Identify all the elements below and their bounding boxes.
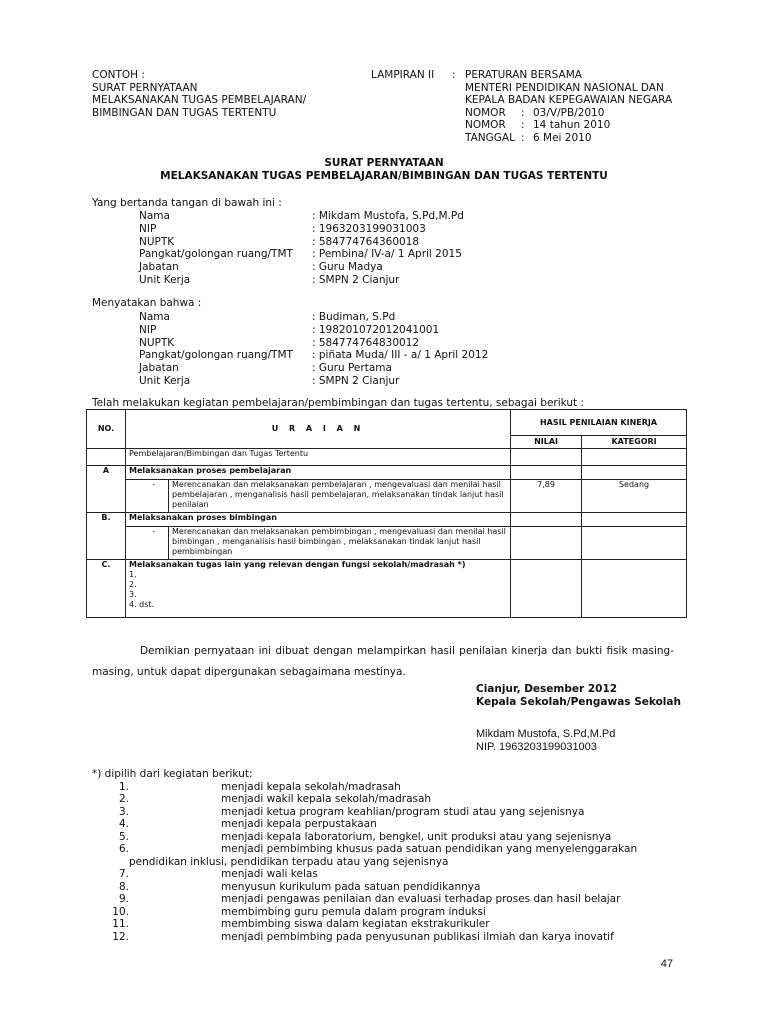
row-a-nilai: 7,89 — [511, 480, 582, 513]
header-left-line: MELAKSANAKAN TUGAS PEMBELAJARAN/ — [92, 94, 307, 107]
nomor-row — [465, 107, 672, 120]
row-a-label: A — [87, 466, 126, 513]
row-c-item: 1. — [129, 570, 137, 579]
footnote-text: menjadi pengawas penilaian dan evaluasi terhadap proses dan hasil belajar — [221, 893, 621, 905]
footnote-text: pendidikan inklusi, pendidikan terpadu atau yang sejenisnya — [129, 855, 449, 868]
field-label: Unit Kerja — [139, 273, 191, 286]
col-header-hasil: HASIL PENILAIAN KINERJA — [511, 410, 687, 436]
table-section-row — [87, 449, 687, 466]
header-left-block — [92, 69, 306, 119]
footnote-number: 4. — [118, 818, 129, 830]
signature-name: Mikdam Mustofa, S.Pd,M.Pd — [476, 728, 616, 740]
field-value: : piñata Muda/ III - a/ 1 April 2012 — [312, 349, 489, 362]
footnote-text: menjadi wakil kepala sekolah/madrasah — [221, 793, 432, 805]
field-label: NUPTK — [139, 336, 175, 349]
header-left-line: SURAT PERNYATAAN — [92, 81, 198, 94]
signer-intro: Yang bertanda tangan di bawah ini : — [92, 197, 282, 209]
tanggal-key: TANGGAL — [465, 131, 515, 144]
footnote-number: 7. — [118, 868, 129, 880]
header-right-block — [465, 69, 672, 145]
row-c-nilai — [511, 560, 582, 618]
header-left-line: CONTOH : — [92, 69, 145, 81]
footnote-number: 2. — [118, 793, 129, 805]
header-left-line: BIMBINGAN DAN TUGAS TERTENTU — [92, 106, 277, 119]
footnote-text: membimbing siswa dalam kegiatan ekstrakurikuler — [221, 918, 490, 930]
section-title: Pembelajaran/Bimbingan dan Tugas Tertentu — [126, 449, 511, 466]
signer-row-pangkat — [139, 248, 464, 261]
subject-row-pangkat — [139, 349, 488, 362]
nomor-value: 03/V/PB/2010 — [533, 106, 605, 119]
document-subtitle: MELAKSANAKAN TUGAS PEMBELAJARAN/BIMBINGAN DAN TUGAS TERTENTU — [160, 170, 608, 182]
signer-row-nuptk — [139, 236, 464, 249]
footnote-number: 9. — [118, 893, 129, 905]
row-c-title: Melaksanakan tugas lain yang relevan dengan fungsi sekolah/madrasah *) — [129, 560, 466, 569]
row-c-label: C. — [87, 560, 126, 618]
row-c-kategori — [582, 560, 687, 618]
row-a-kategori-empty — [582, 466, 687, 480]
nomor-sep: : — [521, 106, 525, 119]
footnote-number: 12. — [112, 930, 129, 943]
field-label: Pangkat/golongan ruang/TMT — [139, 349, 293, 362]
subject-row-nuptk — [139, 337, 488, 350]
nomor-sep: : — [521, 119, 525, 132]
row-a-kategori: Sedang — [582, 480, 687, 513]
row-b-text: Merencanakan dan melaksanakan pembimbingan , mengevaluasi dan menilai hasil bimbingan , menganalisis hasil bimbingan , melaksanakan tindak lanjut hasil pembimbingan — [169, 527, 511, 560]
footnote-text: menjadi wali kelas — [221, 868, 318, 880]
footnote-text: menjadi ketua program keahlian/program studi atau yang sejenisnya — [221, 805, 585, 818]
section-kategori-cell — [582, 449, 687, 466]
table-row-a-heading — [87, 466, 687, 480]
row-c-item: 3. — [129, 590, 137, 599]
field-value: : Pembina/ IV-a/ 1 April 2015 — [312, 248, 462, 261]
tanggal-sep: : — [521, 131, 525, 144]
footnote-text: menjadi kepala sekolah/madrasah — [221, 780, 401, 793]
field-value: : Guru Pertama — [312, 362, 392, 375]
tanggal-row — [465, 132, 672, 145]
closing-paragraph: Demikian pernyataan ini dibuat dengan melampirkan hasil penilaian kinerja dan bukti fisik masing-masing, untuk dapat dipergunakan sebagaimana mestinya. — [92, 645, 674, 678]
nomor-key: NOMOR — [465, 106, 506, 119]
lampiran-colon: : — [452, 69, 456, 81]
table-row-b-item — [87, 527, 687, 560]
field-value: : Guru Madya — [312, 261, 383, 274]
footnote-number: 1. — [118, 780, 129, 793]
field-label: Nama — [139, 311, 170, 323]
field-label: Nama — [139, 210, 170, 222]
table-row-a-item — [87, 480, 687, 513]
row-c-item: 2. — [129, 580, 137, 589]
field-label: NIP — [139, 222, 157, 235]
row-b-kategori-empty — [582, 513, 687, 527]
signer-details — [139, 210, 464, 287]
signature-place-date: Cianjur, Desember 2012 — [476, 683, 618, 695]
page-number: 47 — [660, 958, 673, 970]
signer-row-nip — [139, 223, 464, 236]
row-b-kategori — [582, 527, 687, 560]
header-right-line: PERATURAN BERSAMA — [465, 69, 582, 81]
field-label: NUPTK — [139, 235, 175, 248]
section-no-cell — [87, 449, 126, 466]
footnote-number: 10. — [112, 905, 129, 918]
footnote-intro-text: *) dipilih dari kegiatan berikut: — [92, 768, 253, 780]
col-header-kategori: KATEGORI — [582, 436, 687, 449]
field-label: Jabatan — [139, 362, 179, 375]
footnote-text: menyusun kurikulum pada satuan pendidikannya — [221, 880, 481, 893]
footnote-number: 3. — [118, 805, 129, 818]
field-value: : Mikdam Mustofa, S.Pd,M.Pd — [312, 210, 464, 222]
row-a-title: Melaksanakan proses pembelajaran — [126, 466, 511, 480]
signer-row-unit — [139, 274, 464, 287]
subject-row-jabatan — [139, 362, 488, 375]
document-title: SURAT PERNYATAAN — [324, 157, 444, 169]
signature-nip: NIP. 1963203199031003 — [476, 741, 597, 753]
footnote-text: menjadi kepala perpustakaan — [221, 818, 377, 830]
field-value: : SMPN 2 Cianjur — [312, 374, 400, 387]
subject-row-nip — [139, 324, 488, 337]
row-c-item: 4. dst. — [129, 600, 155, 609]
signer-row-jabatan — [139, 261, 464, 274]
header-right-line: KEPALA BADAN KEPEGAWAIAN NEGARA — [465, 94, 673, 107]
assessment-table — [86, 409, 687, 618]
field-label: Pangkat/golongan ruang/TMT — [139, 248, 293, 261]
footnote-text: menjadi pembimbing pada penyusunan publikasi ilmiah dan karya inovatif — [221, 930, 614, 943]
row-c-content — [126, 560, 511, 618]
field-value: : 1963203199031003 — [312, 222, 426, 235]
footnote-text: menjadi kepala laboratorium, bengkel, unit produksi atau yang sejenisnya — [221, 830, 612, 843]
nomor-key: NOMOR — [465, 119, 506, 132]
row-a-nilai-empty — [511, 466, 582, 480]
nomor-row — [465, 119, 672, 132]
subject-details — [139, 311, 488, 388]
subject-intro: Menyatakan bahwa : — [92, 297, 202, 309]
field-label: NIP — [139, 323, 157, 336]
row-b-spacer — [126, 527, 140, 560]
row-b-nilai — [511, 527, 582, 560]
row-b-nilai-empty — [511, 513, 582, 527]
subject-row-nama — [139, 311, 488, 324]
table-header-row — [87, 410, 687, 436]
row-b-title: Melaksanakan proses bimbingan — [126, 513, 511, 527]
signer-row-nama — [139, 210, 464, 223]
table-row-b-heading — [87, 513, 687, 527]
row-a-text: Merencanakan dan melaksanakan pembelajaran , mengevaluasi dan menilai hasil pembelajaran , menganalisis hasil pembelajaran, melaksanakan tindak lanjut hasil penilaian — [169, 480, 511, 513]
signature-role: Kepala Sekolah/Pengawas Sekolah — [476, 696, 681, 708]
field-label: Jabatan — [139, 261, 179, 274]
field-value: : Budiman, S.Pd — [312, 311, 396, 323]
row-a-dash: - — [140, 480, 169, 513]
field-label: Unit Kerja — [139, 374, 191, 387]
nomor-value: 14 tahun 2010 — [533, 119, 611, 132]
footnote-text: membimbing guru pemula dalam program induksi — [221, 905, 486, 918]
field-value: : 584774764360018 — [312, 235, 420, 248]
subject-row-unit — [139, 375, 488, 388]
col-header-nilai: NILAI — [511, 436, 582, 449]
header-right-line: MENTERI PENDIDIKAN NASIONAL DAN — [465, 81, 664, 94]
section-nilai-cell — [511, 449, 582, 466]
footnote-number: 6. — [118, 843, 129, 855]
row-a-spacer — [126, 480, 140, 513]
table-intro: Telah melakukan kegiatan pembelajaran/pembimbingan dan tugas tertentu, sebagai berikut : — [92, 397, 585, 409]
field-value: : 198201072012041001 — [312, 323, 440, 336]
tanggal-value: 6 Mei 2010 — [533, 131, 592, 144]
field-value: : SMPN 2 Cianjur — [312, 273, 400, 286]
col-header-uraian: U R A I A N — [126, 410, 511, 449]
col-header-no: NO. — [87, 410, 126, 449]
row-b-label: B. — [87, 513, 126, 560]
footnote-number: 11. — [112, 918, 129, 930]
footnote-number: 5. — [118, 830, 129, 843]
table-row-c — [87, 560, 687, 618]
footnote-text: menjadi pembimbing khusus pada satuan pendidikan yang menyelenggarakan — [221, 843, 638, 855]
row-b-dash: - — [140, 527, 169, 560]
field-value: : 584774764830012 — [312, 336, 420, 349]
footnote-number: 8. — [118, 880, 129, 893]
lampiran-label: LAMPIRAN II — [371, 69, 435, 81]
